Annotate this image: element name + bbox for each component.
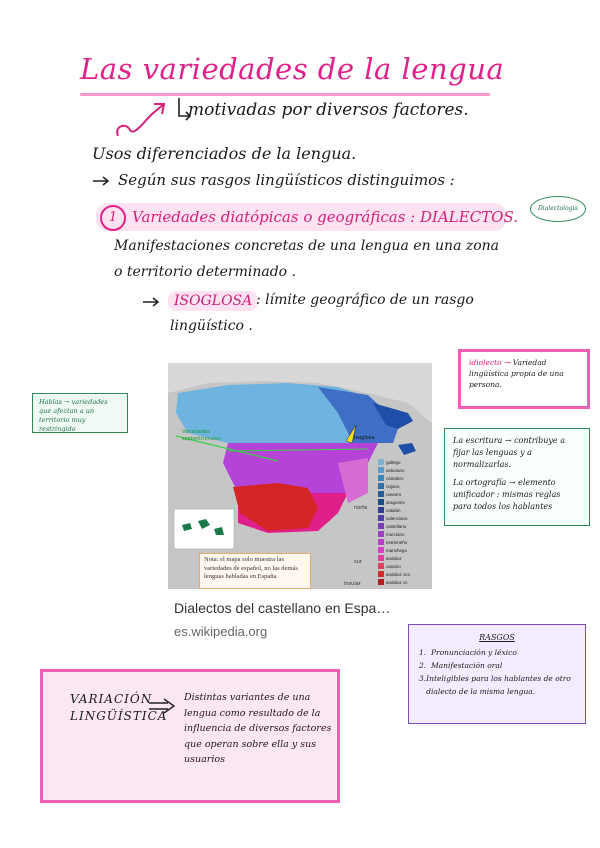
legend-item [378, 538, 430, 546]
legend-label: manchego [386, 547, 408, 553]
legend-item [378, 466, 430, 474]
section-heading: Variedades diatópicas o geográficas : DIALECTOS. [132, 208, 518, 226]
legend-swatch [378, 459, 384, 465]
rasgo-number: 2. [419, 661, 427, 670]
variacion-definition: Distintas variantes de una lengua como resultado de la influencia de diversos factores que operan sobre ella y sus usuarios [184, 692, 332, 765]
legend-swatch [378, 579, 384, 585]
rasgo-text: Manifestación oral [431, 661, 503, 670]
legend-swatch [378, 507, 384, 513]
legend-label: murciano [386, 531, 405, 537]
legend-item [378, 578, 430, 586]
idiolecto-term: idiolecto [469, 358, 502, 367]
region-insular: insular [344, 581, 361, 587]
rasgo-text: Pronunciación y léxico [431, 648, 517, 657]
legend-label: valenciano [386, 515, 408, 521]
legend-item [378, 514, 430, 522]
segun-line: Según sus rasgos lingüísticos distinguimos : [118, 171, 455, 189]
map-source[interactable]: es.wikipedia.org [174, 624, 268, 639]
escritura-note [444, 428, 590, 526]
legend-item [378, 498, 430, 506]
legend-item [378, 458, 430, 466]
legend-swatch [378, 531, 384, 537]
definition-line-1: Manifestaciones concretas de una lengua en una zona [114, 238, 500, 254]
legend-item [378, 554, 430, 562]
green-label-1: Variedades [182, 429, 210, 435]
legend-label: navarro [386, 491, 402, 497]
legend-swatch [378, 491, 384, 497]
legend-swatch [378, 571, 384, 577]
curly-arrow-icon [112, 96, 172, 140]
legend-item [378, 562, 430, 570]
rasgo-text: Inteligibles para los hablantes de otro dialecto de la misma lengua. [426, 674, 571, 696]
legend-item [378, 546, 430, 554]
subtitle: motivadas por diversos factores. [188, 100, 469, 120]
legend-item [378, 530, 430, 538]
legend-label: cántabro [386, 475, 404, 481]
ortografia-line: La ortografía → elemento unificador : mismas reglas para todos los hablantes [453, 478, 561, 511]
legend-label: canario [386, 563, 401, 569]
page-title: Las variedades de la lengua [80, 52, 505, 86]
isoglosa-definition-2: lingüístico . [170, 318, 253, 334]
legend-swatch [378, 475, 384, 481]
legend-swatch [378, 467, 384, 473]
dialectologia-bubble: Dialectología [530, 196, 586, 222]
legend-item [378, 570, 430, 578]
rasgos-title: RASGOS [479, 633, 515, 642]
legend-swatch [378, 515, 384, 521]
legend-swatch [378, 523, 384, 529]
rasgo-item [419, 646, 575, 659]
legend-item [378, 482, 430, 490]
map-caption[interactable]: Dialectos del castellano en Espa… [174, 600, 391, 616]
legend-label: andaluz or. [386, 579, 409, 585]
legend-swatch [378, 563, 384, 569]
legend-label: andaluz occ. [386, 571, 412, 577]
legend-swatch [378, 547, 384, 553]
legend-label: catalán [386, 507, 401, 513]
variacion-term-line-1: VARIACIÓN [70, 692, 153, 706]
map-legend [378, 458, 430, 588]
legend-item [378, 474, 430, 482]
legend-item [378, 490, 430, 498]
legend-label: gallego [386, 459, 401, 465]
rasgos-note [408, 624, 586, 724]
green-label-2: septentrionales [182, 436, 221, 442]
isoglosa-definition-1: : límite geográfico de un rasgo [256, 292, 474, 308]
legend-item [378, 506, 430, 514]
legend-swatch [378, 499, 384, 505]
rasgo-item [419, 659, 575, 672]
region-sur: sur [354, 559, 362, 565]
rasgo-number: 1. [419, 648, 427, 657]
rasgo-number: 3. [419, 674, 427, 683]
rasgo-item [419, 672, 575, 698]
idiolecto-note [458, 349, 590, 409]
legend-swatch [378, 539, 384, 545]
idiolecto-arrow: → [504, 358, 511, 367]
legend-label: extremeño [386, 539, 408, 545]
section-number: 1 [100, 205, 126, 231]
legend-label: aragonés [386, 499, 405, 505]
legend-item [378, 522, 430, 530]
definition-line-2: o territorio determinado . [114, 264, 297, 280]
region-norte: norte [354, 505, 368, 511]
legend-label: riojano [386, 483, 400, 489]
escritura-line: La escritura → contribuye a fijar las lenguas y a normalizarlas. [453, 436, 565, 469]
isoglosa-term: ISOGLOSA [168, 291, 258, 311]
arrow-right-icon [142, 297, 162, 307]
double-arrow-icon [148, 698, 176, 714]
legend-label: castellano [386, 523, 407, 529]
map-note: Nota: el mapa solo muestra las variedades de español, no las demás lenguas habladas en España. [199, 553, 311, 589]
legend-swatch [378, 483, 384, 489]
usos-line: Usos diferenciados de la lengua. [92, 144, 357, 163]
idiolecto-definition: Variedad lingüística propia de una persona. [469, 358, 564, 389]
isogloss-label: Isoglosa [354, 435, 375, 441]
variacion-term-line-2: LINGÜÍSTICA [70, 709, 168, 723]
legend-label: asturiano [386, 467, 405, 473]
legend-label: andaluz [386, 555, 402, 561]
legend-swatch [378, 555, 384, 561]
arrow-right-icon [92, 176, 112, 186]
hablas-note: Hablas → variedades que afectan a un territorio muy restringido [32, 393, 128, 433]
